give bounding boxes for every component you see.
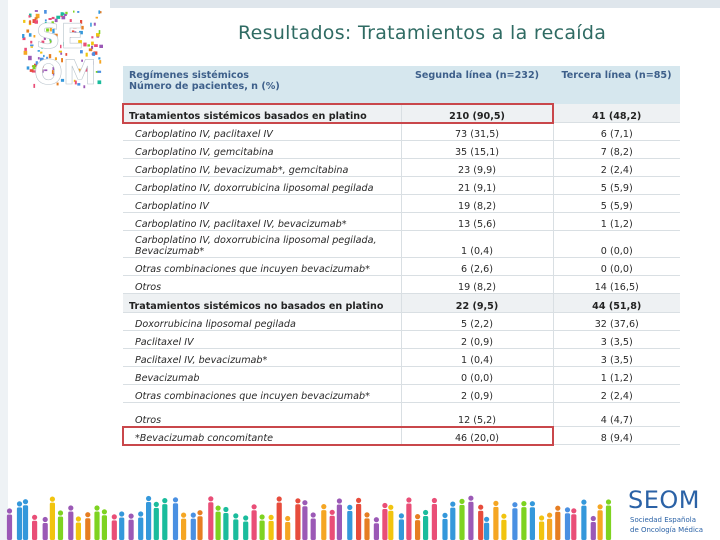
logo-confetti-piece bbox=[28, 56, 32, 60]
logo-confetti-piece bbox=[29, 33, 32, 37]
crowd-person bbox=[598, 504, 603, 540]
table-header-row bbox=[123, 66, 680, 104]
table-section-row bbox=[123, 294, 680, 313]
row-value-third-line: 32 (37,6) bbox=[553, 313, 680, 331]
row-value-third-line: 44 (51,8) bbox=[553, 294, 680, 313]
logo-confetti-piece bbox=[44, 10, 47, 14]
crowd-person bbox=[450, 502, 455, 540]
row-value-second-line: 2 (0,9) bbox=[401, 385, 553, 403]
left-strip bbox=[0, 0, 8, 540]
crowd-person bbox=[501, 514, 506, 540]
crowd-person bbox=[539, 515, 544, 540]
row-value-second-line: 21 (9,1) bbox=[401, 177, 553, 195]
crowd-person bbox=[356, 498, 361, 540]
crowd-person bbox=[162, 498, 167, 540]
crowd-person bbox=[382, 503, 387, 540]
logo-confetti-piece bbox=[35, 10, 38, 12]
header-second-line: Segunda línea (n=232) bbox=[401, 66, 553, 104]
crowd-person bbox=[591, 516, 596, 540]
crowd-person bbox=[43, 517, 48, 540]
logo-confetti-piece bbox=[26, 30, 29, 33]
header-regimens bbox=[123, 66, 401, 104]
seom-logo-word: SEOM bbox=[628, 486, 700, 514]
logo-confetti-piece bbox=[99, 30, 101, 34]
crowd-person bbox=[606, 499, 611, 540]
crowd-person bbox=[58, 510, 63, 540]
row-value-third-line: 8 (9,4) bbox=[553, 427, 680, 445]
table-row bbox=[123, 177, 680, 195]
table-row bbox=[123, 367, 680, 385]
crowd-person bbox=[94, 505, 99, 540]
row-label: Carboplatino IV, doxorrubicina liposomal pegilada, Bevacizumab* bbox=[123, 231, 401, 258]
row-value-second-line: 13 (5,6) bbox=[401, 213, 553, 231]
row-label: Bevacizumab bbox=[123, 367, 401, 385]
row-value-third-line: 14 (16,5) bbox=[553, 276, 680, 294]
crowd-person bbox=[555, 506, 560, 540]
row-label: Doxorrubicina liposomal pegilada bbox=[123, 313, 401, 331]
logo-confetti-piece bbox=[24, 51, 28, 55]
crowd-person bbox=[415, 514, 420, 540]
logo-confetti-piece bbox=[89, 48, 93, 51]
slide-title: Resultados: Tratamientos a la recaída bbox=[238, 22, 607, 44]
crowd-person bbox=[32, 515, 37, 540]
table-row bbox=[123, 313, 680, 331]
crowd-person bbox=[423, 510, 428, 540]
crowd-person bbox=[85, 512, 90, 540]
crowd-person bbox=[50, 497, 55, 540]
row-label: Otras combinaciones que incuyen bevacizumab* bbox=[123, 385, 401, 403]
row-label: Otros bbox=[123, 403, 401, 427]
row-value-third-line: 3 (3,5) bbox=[553, 331, 680, 349]
crowd-person bbox=[233, 513, 238, 540]
crowd-person bbox=[530, 501, 535, 540]
crowd-person bbox=[223, 507, 228, 540]
logo-confetti-piece bbox=[97, 71, 101, 73]
crowd-person bbox=[17, 501, 22, 540]
logo-confetti-piece bbox=[98, 10, 100, 13]
row-value-third-line: 0 (0,0) bbox=[553, 258, 680, 276]
row-value-third-line: 1 (1,2) bbox=[553, 213, 680, 231]
logo-letters-bottom: OM bbox=[34, 53, 97, 90]
row-value-third-line: 7 (8,2) bbox=[553, 141, 680, 159]
logo-confetti-piece bbox=[94, 23, 96, 26]
logo-confetti-piece bbox=[29, 15, 31, 17]
row-value-second-line: 19 (8,2) bbox=[401, 276, 553, 294]
logo-confetti-piece bbox=[24, 48, 27, 51]
logo-confetti-piece bbox=[99, 60, 101, 64]
row-value-second-line: 35 (15,1) bbox=[401, 141, 553, 159]
crowd-person bbox=[493, 501, 498, 540]
row-label: Paclitaxel IV bbox=[123, 331, 401, 349]
crowd-person bbox=[119, 511, 124, 540]
crowd-person bbox=[468, 496, 473, 540]
logo-confetti-piece bbox=[77, 11, 79, 13]
crowd-person bbox=[432, 498, 437, 540]
row-value-third-line: 3 (3,5) bbox=[553, 349, 680, 367]
header-third-line: Tercera línea (n=85) bbox=[553, 66, 680, 104]
row-value-third-line: 0 (0,0) bbox=[553, 231, 680, 258]
table-row bbox=[123, 123, 680, 141]
crowd-person bbox=[146, 496, 151, 540]
logo-confetti-piece bbox=[83, 43, 86, 47]
logo-confetti-piece bbox=[29, 20, 31, 24]
seom-logo-line1: Sociedad Española bbox=[630, 516, 696, 524]
crowd-illustration bbox=[0, 490, 620, 540]
crowd-person bbox=[581, 500, 586, 540]
crowd-person bbox=[243, 515, 248, 540]
table-row bbox=[123, 195, 680, 213]
seom-logo-footer bbox=[628, 486, 718, 540]
crowd-person bbox=[571, 508, 576, 540]
row-value-third-line: 41 (48,2) bbox=[553, 104, 680, 123]
row-value-third-line: 5 (5,9) bbox=[553, 195, 680, 213]
row-value-second-line: 22 (9,5) bbox=[401, 294, 553, 313]
logo-confetti-piece bbox=[30, 45, 33, 47]
crowd-person bbox=[321, 504, 326, 540]
crowd-person bbox=[76, 516, 81, 540]
crowd-person bbox=[102, 509, 107, 540]
crowd-person bbox=[459, 499, 464, 540]
table-row bbox=[123, 403, 680, 427]
highlight-bevacizumab-row bbox=[122, 426, 554, 446]
crowd-person bbox=[388, 505, 393, 540]
row-value-second-line: 210 (90,5) bbox=[401, 104, 553, 123]
crowd-person bbox=[181, 513, 186, 540]
logo-confetti-piece bbox=[87, 44, 90, 46]
crowd-person bbox=[252, 504, 257, 540]
crowd-person bbox=[154, 502, 159, 540]
crowd-person bbox=[191, 513, 196, 540]
row-label: *Bevacizumab concomitante bbox=[123, 427, 401, 445]
logo-confetti-piece bbox=[27, 66, 30, 69]
crowd-person bbox=[442, 513, 447, 540]
logo-confetti-piece bbox=[90, 23, 92, 27]
logo-confetti-piece bbox=[64, 14, 67, 16]
table-row bbox=[123, 141, 680, 159]
crowd-person bbox=[216, 506, 221, 540]
logo-confetti-piece bbox=[73, 11, 75, 13]
logo-confetti-piece bbox=[31, 46, 34, 48]
seom-logo-top bbox=[22, 10, 104, 90]
logo-confetti-piece bbox=[23, 20, 25, 23]
crowd-person bbox=[68, 505, 73, 540]
logo-confetti-piece bbox=[100, 11, 102, 13]
row-value-second-line: 73 (31,5) bbox=[401, 123, 553, 141]
row-value-third-line: 4 (4,7) bbox=[553, 403, 680, 427]
top-bar bbox=[110, 0, 720, 8]
row-value-second-line: 46 (20,0) bbox=[401, 427, 553, 445]
row-label: Tratamientos sistémicos basados en platino bbox=[123, 104, 401, 123]
crowd-person bbox=[512, 502, 517, 540]
crowd-person bbox=[330, 510, 335, 540]
table-row bbox=[123, 276, 680, 294]
row-label: Otras combinaciones que incuyen bevacizumab* bbox=[123, 258, 401, 276]
logo-confetti-piece bbox=[94, 44, 98, 47]
crowd-person bbox=[208, 496, 213, 540]
crowd-person bbox=[484, 517, 489, 540]
crowd-person bbox=[138, 511, 143, 540]
crowd-person bbox=[7, 508, 12, 540]
crowd-person bbox=[302, 500, 307, 540]
crowd-person bbox=[311, 512, 316, 540]
table-row bbox=[123, 231, 680, 258]
row-label: Carboplatino IV, gemcitabina bbox=[123, 141, 401, 159]
logo-confetti-piece bbox=[30, 41, 32, 44]
row-value-third-line: 5 (5,9) bbox=[553, 177, 680, 195]
crowd-person bbox=[260, 514, 265, 540]
row-value-second-line: 1 (0,4) bbox=[401, 349, 553, 367]
crowd-person bbox=[173, 497, 178, 540]
row-label: Carboplatino IV, paclitaxel IV bbox=[123, 123, 401, 141]
row-value-second-line: 12 (5,2) bbox=[401, 403, 553, 427]
row-value-third-line: 2 (2,4) bbox=[553, 159, 680, 177]
row-value-second-line: 5 (2,2) bbox=[401, 313, 553, 331]
logo-confetti-piece bbox=[22, 34, 24, 38]
logo-confetti-piece bbox=[30, 69, 34, 72]
row-value-third-line: 1 (1,2) bbox=[553, 367, 680, 385]
logo-confetti-piece bbox=[91, 42, 94, 46]
row-value-second-line: 1 (0,4) bbox=[401, 231, 553, 258]
crowd-person bbox=[295, 498, 300, 540]
row-value-second-line: 23 (9,9) bbox=[401, 159, 553, 177]
crowd-person bbox=[364, 512, 369, 540]
crowd-person bbox=[269, 515, 274, 540]
logo-confetti-piece bbox=[98, 80, 102, 84]
crowd-person bbox=[112, 514, 117, 540]
table-row bbox=[123, 258, 680, 276]
crowd-person bbox=[478, 505, 483, 540]
seom-logo-line2: de Oncología Médica bbox=[630, 526, 704, 534]
crowd-person bbox=[285, 516, 290, 540]
logo-letters-top: SE bbox=[36, 17, 84, 57]
logo-confetti-piece bbox=[99, 45, 103, 48]
row-value-second-line: 19 (8,2) bbox=[401, 195, 553, 213]
row-label: Tratamientos sistémicos no basados en platino bbox=[123, 294, 401, 313]
logo-confetti-piece bbox=[98, 57, 100, 59]
header-regimens-line2: Número de pacientes, n (%) bbox=[129, 81, 280, 92]
crowd-person bbox=[521, 501, 526, 540]
table-row bbox=[123, 159, 680, 177]
row-value-third-line: 2 (2,4) bbox=[553, 385, 680, 403]
row-value-second-line: 0 (0,0) bbox=[401, 367, 553, 385]
crowd-person bbox=[337, 498, 342, 540]
row-value-third-line: 6 (7,1) bbox=[553, 123, 680, 141]
crowd-person bbox=[565, 507, 570, 540]
row-label: Carboplatino IV, bevacizumab*, gemcitabina bbox=[123, 159, 401, 177]
logo-confetti-piece bbox=[61, 12, 64, 16]
crowd-person bbox=[547, 513, 552, 540]
crowd-person bbox=[277, 496, 282, 540]
header-regimens-line1: Regímenes sistémicos bbox=[129, 70, 250, 81]
crowd-person bbox=[406, 497, 411, 540]
crowd-person bbox=[129, 514, 134, 540]
row-label: Otros bbox=[123, 276, 401, 294]
logo-confetti-piece bbox=[91, 36, 93, 38]
crowd-person bbox=[197, 510, 202, 540]
highlight-platinum-row bbox=[122, 103, 554, 124]
row-value-second-line: 2 (0,9) bbox=[401, 331, 553, 349]
row-label: Carboplatino IV, paclitaxel IV, bevacizumab* bbox=[123, 213, 401, 231]
table-row bbox=[123, 213, 680, 231]
logo-confetti-piece bbox=[96, 17, 98, 19]
row-label: Carboplatino IV, doxorrubicina liposomal pegilada bbox=[123, 177, 401, 195]
table-row bbox=[123, 349, 680, 367]
row-value-second-line: 6 (2,6) bbox=[401, 258, 553, 276]
crowd-person bbox=[374, 517, 379, 540]
row-label: Carboplatino IV bbox=[123, 195, 401, 213]
crowd-person bbox=[23, 499, 28, 540]
row-label: Paclitaxel IV, bevacizumab* bbox=[123, 349, 401, 367]
table-row bbox=[123, 331, 680, 349]
crowd-person bbox=[347, 505, 352, 540]
table-row bbox=[123, 385, 680, 403]
crowd-person bbox=[399, 513, 404, 540]
